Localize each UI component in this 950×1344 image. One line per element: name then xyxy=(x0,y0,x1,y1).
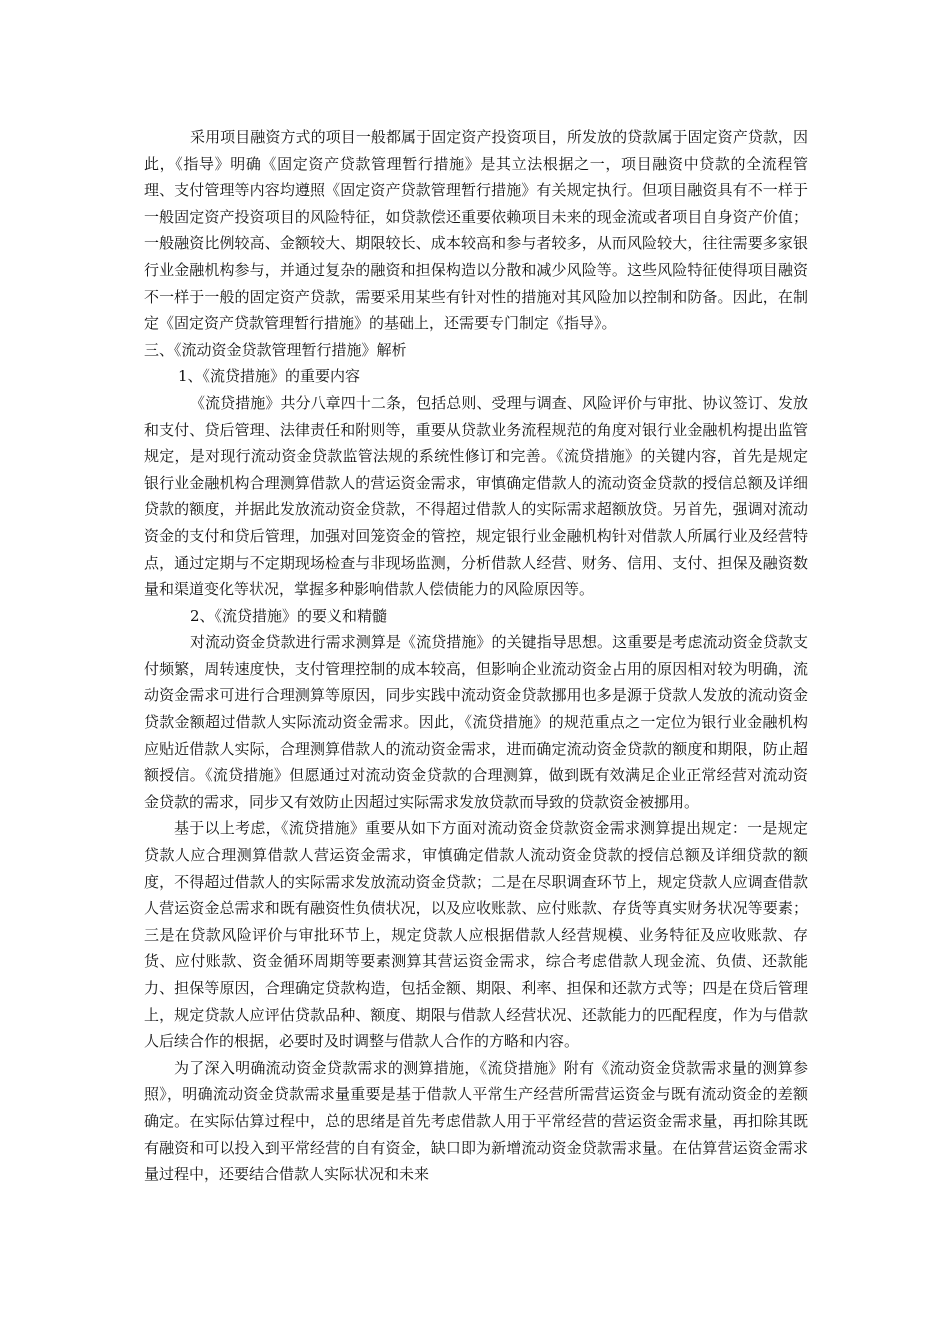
subheading-essence: 2、《流贷措施》的要义和精髓 xyxy=(190,606,388,625)
subheading-main-content: 1、《流贷措施》的重要内容 xyxy=(178,367,361,386)
section-heading-three: 三、《流动资金贷款管理暂行措施》解析 xyxy=(144,340,407,359)
paragraph-main-content: 《流贷措施》共分八章四十二条，包括总则、受理与调查、风险评价与审批、协议签订、发放和支付、贷后管理、法律责任和附则等，重要从贷款业务流程规范的角度对银行业金融机构提出监管规定，是对现行流动资金贷款监管法规的系统性修订和完善。《流贷措施》的关键内容，首先是规定银行业金融机构合理测算借款人的营运资金需求，审慎确定借款人的流动资金贷款的授信总额及详细贷款的额度，并据此发放流动资金贷款，不得超过借款人的实际需求超额放贷。另首先，强调对流动资金的支付和贷后管理，加强对回笼资金的管控，规定银行业金融机构针对借款人所属行业及经营特点，通过定期与不定期现场检查与非现场监测，分析借款人经营、财务、信用、支付、担保及融资数量和渠道变化等状况，掌握多种影响借款人偿债能力的风险原因等。 xyxy=(144,393,808,599)
paragraph-measurement: 为了深入明确流动资金贷款需求的测算措施，《流贷措施》附有《流动资金贷款需求量的测算参照》，明确流动资金贷款需求量重要是基于借款人平常生产经营所需营运资金与既有流动资金的差额确定。在实际估算过程中，总的思绪是首先考虑借款人用于平常经营的营运资金需求量，再扣除其既有融资和可以投入到平常经营的自有资金，缺口即为新增流动资金贷款需求量。在估算营运资金需求量过程中，还要结合借款人实际状况和未来 xyxy=(144,1058,808,1184)
paragraph-requirements: 基于以上考虑，《流贷措施》重要从如下方面对流动资金贷款资金需求测算提出规定：一是规定贷款人应合理测算借款人营运资金需求，审慎确定借款人流动资金贷款的授信总额及详细贷款的额度，不得超过借款人的实际需求发放流动资金贷款；二是在尽职调查环节上，规定贷款人应调查借款人营运资金总需求和既有融资性负债状况，以及应收账款、应付账款、存货等真实财务状况等要素；三是在贷款风险评价与审批环节上，规定贷款人应根据借款人经营规模、业务特征及应收账款、存货、应付账款、资金循环周期等要素测算其营运资金需求，综合考虑借款人现金流、负债、还款能力、担保等原因，合理确定贷款构造，包括金额、期限、利率、担保和还款方式等；四是在贷后管理上，规定贷款人应评估贷款品种、额度、期限与借款人经营状况、还款能力的匹配程度，作为与借款人后续合作的根据，必要时及时调整与借款人合作的方略和内容。 xyxy=(144,819,808,1051)
paragraph-essence: 对流动资金贷款进行需求测算是《流贷措施》的关键指导思想。这重要是考虑流动资金贷款支付频繁，周转速度快，支付管理控制的成本较高，但影响企业流动资金占用的原因相对较为明确，流动资金需求可进行合理测算等原因，同步实践中流动资金贷款挪用也多是源于贷款人发放的流动资金贷款金额超过借款人实际流动资金需求。因此，《流贷措施》的规范重点之一定位为银行业金融机构应贴近借款人实际，合理测算借款人的流动资金需求，进而确定流动资金贷款的额度和期限，防止超额授信。《流贷措施》但愿通过对流动资金贷款的合理测算，做到既有效满足企业正常经营对流动资金贷款的需求，同步又有效防止因超过实际需求发放贷款而导致的贷款资金被挪用。 xyxy=(144,633,808,811)
paragraph-project-financing: 采用项目融资方式的项目一般都属于固定资产投资项目，所发放的贷款属于固定资产贷款，因此，《指导》明确《固定资产贷款管理暂行措施》是其立法根据之一，项目融资中贷款的全流程管理、支付管理等内容均遵照《固定资产贷款管理暂行措施》有关规定执行。但项目融资具有不一样于一般固定资产投资项目的风险特征，如贷款偿还重要依赖项目未来的现金流或者项目自身资产价值；一般融资比例较高、金额较大、期限较长、成本较高和参与者较多，从而风险较大，往往需要多家银行业金融机构参与，并通过复杂的融资和担保构造以分散和减少风险等。这些风险特征使得项目融资不一样于一般的固定资产贷款，需要采用某些有针对性的措施对其风险加以控制和防备。因此，在制定《固定资产贷款管理暂行措施》的基础上，还需要专门制定《指导》。 xyxy=(144,128,808,333)
document-page xyxy=(144,124,808,1188)
